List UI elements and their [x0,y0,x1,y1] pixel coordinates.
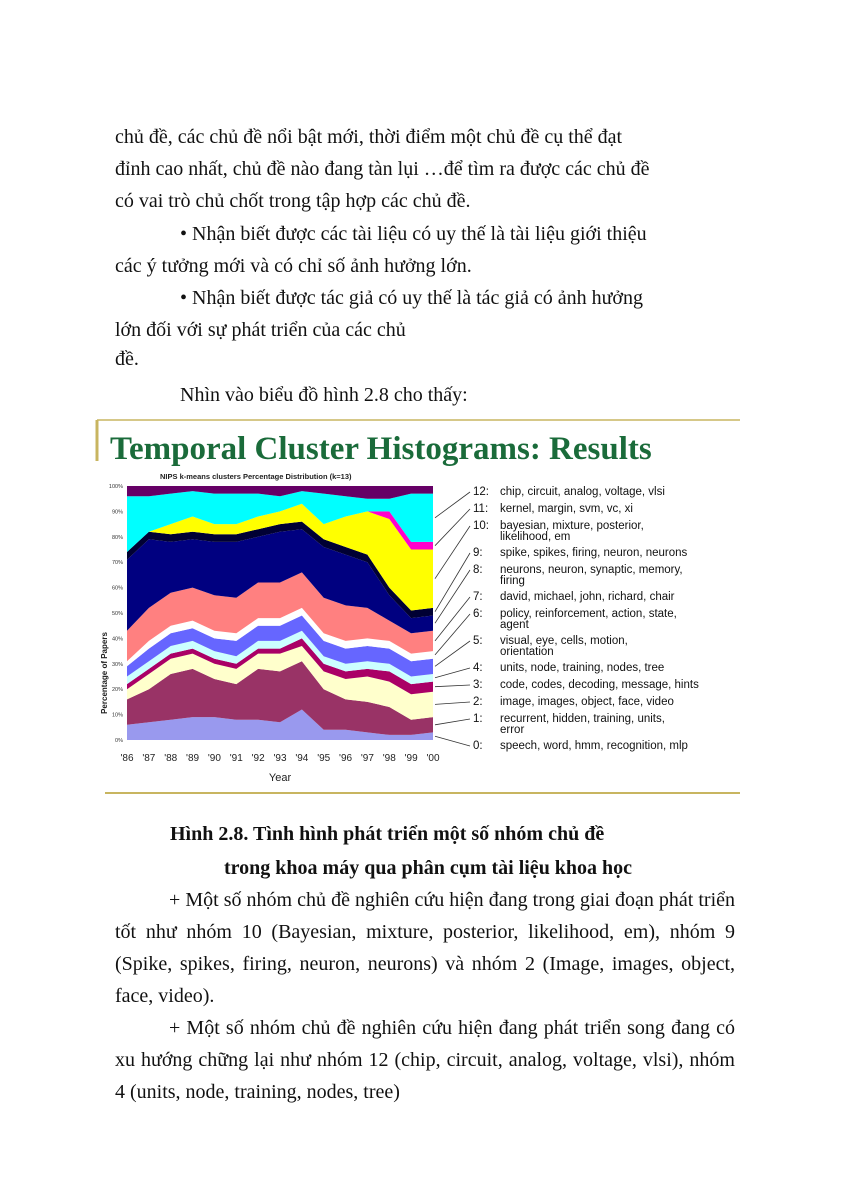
x-tick-label: '93 [273,753,287,764]
legend-entry: 6: [473,608,483,620]
y-tick-label: 70% [111,560,123,567]
y-tick-label: 20% [111,687,123,694]
x-axis-ticks [120,753,439,764]
x-tick-label: '90 [207,753,221,764]
legend-entry-label: firing [500,575,525,587]
y-tick-label: 10% [111,712,123,719]
chart-legend [435,486,699,752]
legend-leader-line [435,685,470,687]
y-tick-label: 100% [108,484,123,490]
y-tick-label: 30% [111,661,123,668]
paragraph-2: + Một số nhóm chủ đề nghiên cứu hiện đang phát triển song đang có xu hướng chững lại như nhóm 12 (chip, circuit, analog, voltage, vlsi), nhóm 4 (units, node, training, nodes, tree) [115,1017,735,1103]
x-tick-label: '88 [164,753,178,764]
y-axis-ticks [109,484,123,744]
figure-intro: Nhìn vào biểu đồ hình 2.8 cho thấy: [180,384,468,406]
caption-line-1: Hình 2.8. Tình hình phát triển một số nhóm chủ đề [170,823,605,845]
bullet-2-line-1: • Nhận biết được tác giả có uy thế là tác giả có ảnh hưởng [180,287,644,309]
x-tick-label: '97 [360,753,374,764]
legend-entry: 3: [473,679,483,691]
text-line-1: chủ đề, các chủ đề nổi bật mới, thời điểm một chủ đề cụ thể đạt [115,126,623,148]
x-tick-label: '87 [142,753,156,764]
x-tick-label: '98 [382,753,396,764]
figure-title: Temporal Cluster Histograms: Results [110,431,652,467]
legend-entry: 10: [473,520,489,532]
legend-leader-line [435,702,470,704]
y-tick-label: 0% [115,738,123,744]
figure [0,413,845,813]
legend-entry-label: chip, circuit, analog, voltage, vlsi [500,486,665,498]
legend-leader-line [435,526,470,579]
legend-entry-label: orientation [500,646,554,658]
bullet-2-line-3: đề. [115,348,139,370]
legend-entry-label: image, images, object, face, video [500,696,674,708]
legend-entry-label: bayesian, mixture, posterior, [500,520,644,532]
legend-entry-label: neurons, neuron, synaptic, memory, [500,564,683,576]
legend-entry-label: spike, spikes, firing, neuron, neurons [500,547,688,559]
legend-leader-line [435,736,470,746]
x-tick-label: '91 [229,753,243,764]
legend-leader-line [435,719,470,725]
chart-areas [127,486,433,740]
bullet-2-line-2: lớn đối với sự phát triển của các chủ [115,319,406,341]
text-line-3: có vai trò chủ chốt trong tập hợp các chủ đề. [115,190,471,212]
y-tick-label: 50% [111,611,123,617]
x-tick-label: '00 [426,753,440,764]
legend-entry-label: units, node, training, nodes, tree [500,662,665,674]
legend-leader-line [435,641,470,666]
x-axis-label: Year [268,772,292,784]
chart-title: NIPS k-means clusters Percentage Distribution (k=13) [160,472,352,481]
legend-entry: 2: [473,696,483,708]
legend-leader-line [435,509,470,546]
legend-entry-label: recurrent, hidden, training, units, [500,713,665,725]
y-tick-label: 80% [111,534,123,541]
legend-entry-label: code, codes, decoding, message, hints [500,679,699,691]
legend-leader-line [435,553,470,612]
x-tick-label: '95 [317,753,331,764]
x-tick-label: '96 [339,753,353,764]
legend-leader-line [435,668,470,678]
legend-entry: 11: [473,503,489,515]
legend-entry: 0: [473,740,483,752]
x-tick-label: '94 [295,753,309,764]
legend-entry: 8: [473,564,483,576]
legend-entry-label: agent [500,619,529,631]
legend-entry-label: david, michael, john, richard, chair [500,591,675,603]
x-tick-label: '99 [404,753,418,764]
legend-leader-line [435,570,470,623]
legend-entry-label: error [500,724,525,736]
x-tick-label: '92 [251,753,265,764]
text-line-2: đỉnh cao nhất, chủ đề nào đang tàn lụi …để tìm ra được các chủ đề [115,158,650,180]
legend-entry: 7: [473,591,483,603]
caption-line-2: trong khoa máy qua phân cụm tài liệu khoa học [224,857,633,879]
x-tick-label: '89 [186,753,200,764]
legend-entry-label: kernel, margin, svm, vc, xi [500,503,633,515]
bullet-1-line-1: • Nhận biết được các tài liệu có uy thế là tài liệu giới thiệu [180,223,647,245]
paragraph-1: + Một số nhóm chủ đề nghiên cứu hiện đang trong giai đoạn phát triển tốt như nhóm 10 (Bayesian, mixture, posterior, likelihood, em), nhóm 9 (Spike, spikes, firing, neuron, neurons) và nhóm 2 (Image, images, object, face, video). [115,889,735,1007]
y-tick-label: 40% [111,636,123,643]
y-tick-label: 90% [111,509,123,516]
x-tick-label: '86 [120,753,134,764]
legend-entry: 9: [473,547,483,559]
legend-entry-label: speech, word, hmm, recognition, mlp [500,740,688,752]
y-tick-label: 60% [111,585,123,592]
y-axis-label: Percentage of Papers [100,632,109,714]
legend-entry: 1: [473,713,483,725]
legend-entry-label: visual, eye, cells, motion, [500,635,628,647]
legend-entry-label: policy, reinforcement, action, state, [500,608,677,620]
legend-entry: 4: [473,662,483,674]
legend-entry-label: likelihood, em [500,531,571,543]
legend-entry: 5: [473,635,483,647]
legend-entry: 12: [473,486,489,498]
bullet-1-line-2: các ý tưởng mới và có chỉ số ảnh hưởng lớn. [115,255,472,277]
